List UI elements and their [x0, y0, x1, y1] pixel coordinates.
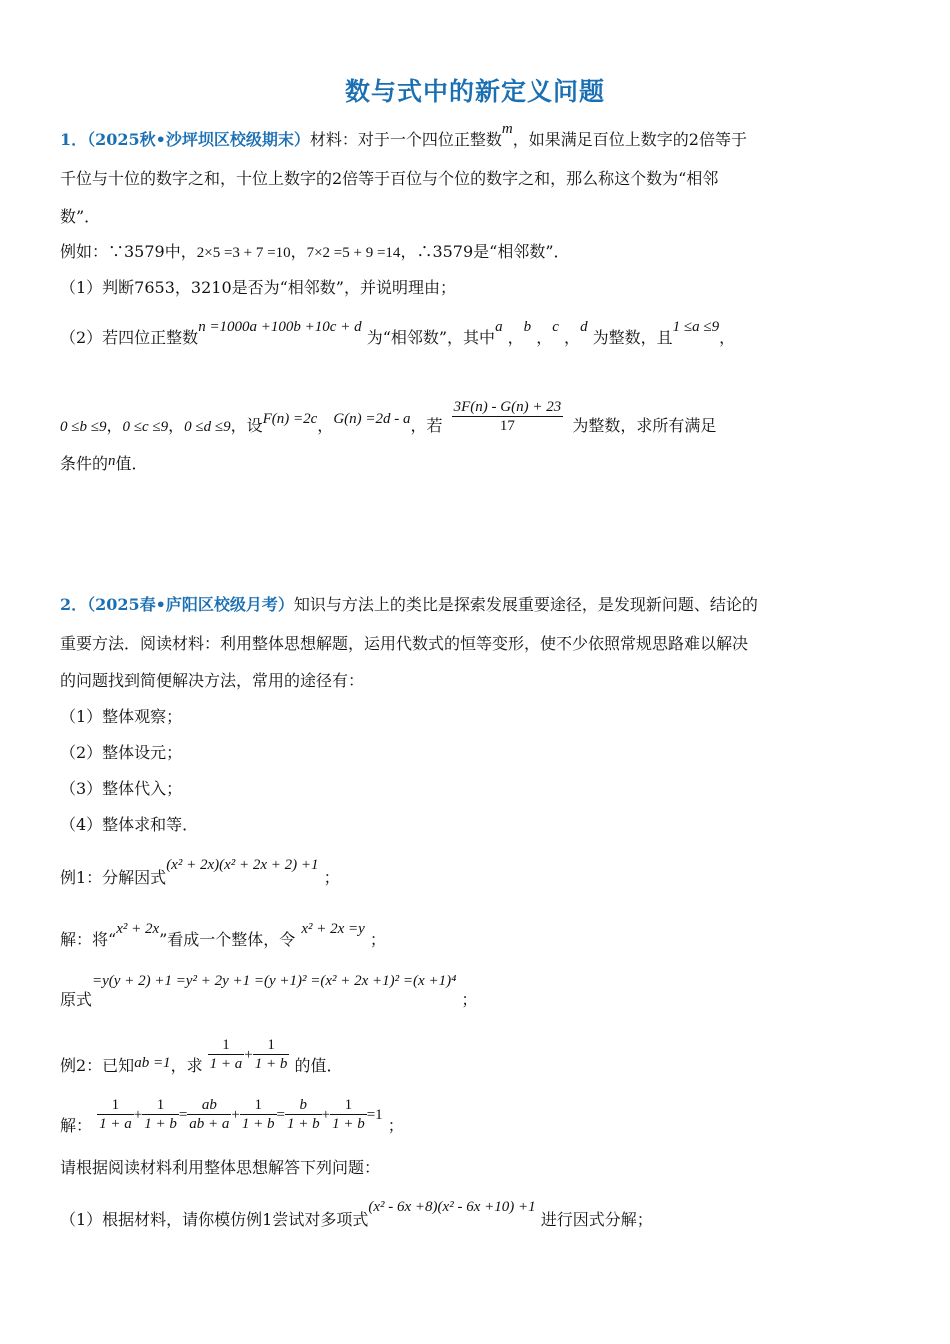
q1-part2-int: 为整数，且 [592, 328, 673, 347]
q1-F-def: F(n) =2c [262, 411, 318, 427]
q1-example-prefix: 例如：∵3579中， [60, 242, 197, 261]
comma: ， [507, 328, 524, 347]
equals: = [178, 1107, 188, 1123]
q2-number: 2． [60, 595, 88, 614]
frac-den: 1 + b [144, 1116, 177, 1132]
q1-frac-den: 17 [499, 418, 515, 434]
q1-part-2 [60, 319, 886, 351]
comma: ， [106, 416, 123, 435]
q1-example-eq1: 2×5 =3 + 7 =10 [196, 245, 291, 261]
fraction [187, 1096, 231, 1133]
q2-orig-label: 原式 [60, 990, 93, 1009]
q2-sol2-label: 解： [60, 1116, 93, 1135]
q2-ex2-a: 例2：已知 [60, 1056, 135, 1075]
page-title: 数与式中的新定义问题 [344, 77, 605, 106]
q1-part2-mid: 为“相邻数”，其中 [366, 328, 496, 347]
q2-ex2-frac-b [253, 1036, 290, 1073]
q1-text-1b: ，如果满足百位上数字的2倍等于 [512, 130, 747, 149]
plus: + [244, 1047, 253, 1063]
q2-ex1-label: 例1：分解因式 [60, 868, 167, 887]
frac-den: 1 + b [241, 1116, 275, 1132]
frac-num: 1 [208, 1036, 245, 1055]
q1-line-2: 千位与十位的数字之和，十位上数字的2倍等于百位与个位的数字之和，那么称这个数为“相邻 [60, 169, 719, 188]
q2-method-2: （2）整体设元； [60, 743, 183, 762]
frac-den: 1 + a [99, 1116, 132, 1132]
q2-prompt: 请根据阅读材料利用整体思想解答下列问题： [60, 1158, 381, 1177]
fraction [240, 1096, 277, 1133]
q1-part-1: （1）判断7653，3210是否为“相邻数”，并说明理由； [60, 278, 456, 297]
q2-example-2 [60, 1036, 886, 1084]
frac-num: 1 [330, 1096, 367, 1115]
q1-last-line [60, 452, 886, 477]
comma: ， [564, 328, 581, 347]
q1-last-end: 值． [115, 454, 148, 473]
fraction [285, 1096, 322, 1133]
semicolon: ； [461, 990, 478, 1009]
q1-part2-eq: n =1000a +100b +10c + d [198, 319, 362, 335]
q2-solution-1 [60, 921, 886, 953]
q1-part-2-cont [60, 398, 886, 448]
q2-line-1 [60, 593, 886, 617]
q1-var-m: m [501, 121, 513, 137]
q1-fraction [452, 398, 564, 435]
q1-var-b: b [523, 319, 532, 335]
q1-example [60, 240, 886, 265]
q2-method-1: （1）整体观察； [60, 707, 183, 726]
frac-num: 1 [240, 1096, 277, 1115]
q1-set: ，设 [230, 416, 263, 435]
q1-line-3: 数”． [60, 207, 101, 226]
q2-p1-b: 进行因式分解； [540, 1210, 653, 1229]
q2-ex2-b: ，求 [170, 1056, 203, 1075]
q2-example-1 [60, 857, 886, 891]
q1-cond-d: 0 ≤d ≤9 [184, 419, 231, 435]
q2-ex2-cond: ab =1 [134, 1055, 171, 1071]
frac-num: b [285, 1096, 322, 1115]
fraction [330, 1096, 367, 1133]
q1-number: 1． [60, 130, 88, 149]
q2-solution-2 [60, 1096, 886, 1144]
q1-example-suffix: ，∴3579是“相邻数”． [400, 242, 570, 261]
comma: ， [719, 328, 736, 347]
fraction [142, 1096, 179, 1133]
comma: ， [536, 328, 553, 347]
q1-line-1 [60, 121, 886, 153]
semicolon: ； [369, 930, 386, 949]
q2-line-2: 重要方法．阅读材料：利用整体思想解题，运用代数式的恒等变形，使不少依照常规思路难以解决 [60, 634, 749, 653]
q1-text-1: 材料：对于一个四位正整数 [309, 130, 502, 149]
frac-den: 1 + b [254, 1056, 288, 1072]
semicolon: ； [387, 1116, 404, 1135]
q2-p1-expr: (x² - 6x +8)(x² - 6x +10) +1 [368, 1199, 536, 1215]
q1-tail: 为整数，求所有满足 [572, 416, 717, 435]
frac-den: 1 + b [286, 1116, 320, 1132]
q1-frac-num: 3F(n) - G(n) + 23 [453, 399, 562, 415]
q2-method-3: （3）整体代入； [60, 779, 183, 798]
q2-method-4: （4）整体求和等． [60, 815, 199, 834]
equals-one: =1 [366, 1107, 383, 1123]
frac-num: 1 [97, 1096, 134, 1115]
q1-example-eq2: 7×2 =5 + 9 =14 [306, 245, 401, 261]
q2-p1-a: （1）根据材料，请你模仿例1尝试对多项式 [60, 1210, 369, 1229]
plus: + [231, 1107, 240, 1123]
q2-ex2-end: 的值． [294, 1056, 343, 1075]
q1-var-d: d [580, 319, 588, 335]
comma: ， [168, 416, 185, 435]
q1-var-n: n [108, 453, 116, 469]
q1-cond-c: 0 ≤c ≤9 [122, 419, 169, 435]
frac-num: ab [187, 1096, 231, 1115]
equals: = [276, 1107, 285, 1123]
comma: ， [317, 416, 334, 435]
q1-source: （2025秋•沙坪坝区校级期末） [87, 130, 310, 149]
q2-ex2-frac-a [208, 1036, 245, 1073]
frac-den: 1 + a [209, 1056, 243, 1072]
q2-sol1-a: 解：将“ [60, 930, 117, 949]
semicolon: ； [323, 868, 340, 887]
q1-if: ，若 [410, 416, 443, 435]
q2-original-expr [60, 973, 886, 1013]
q2-sol1-expr: x² + 2x [116, 921, 160, 937]
q1-example-sep: ， [290, 242, 307, 261]
q1-cond-a: 1 ≤a ≤9 [672, 319, 720, 335]
q2-line-3: 的问题找到简便解决方法，常用的途径有： [60, 671, 365, 690]
q1-var-a: a [495, 319, 503, 335]
q2-text-1: 知识与方法上的类比是探索发展重要途径，是发现新问题、结论的 [293, 595, 758, 614]
q1-last: 条件的 [60, 454, 109, 473]
plus: + [133, 1107, 143, 1123]
frac-den: 1 + b [332, 1116, 365, 1132]
q2-orig-expr: =y(y + 2) +1 =y² + 2y +1 =(y +1)² =(x² + 2x +1)² =(x +1)⁴ [92, 973, 457, 989]
q1-part2-prefix: （2）若四位正整数 [60, 328, 199, 347]
frac-den: ab + a [189, 1116, 230, 1132]
q2-part-1 [60, 1199, 886, 1233]
q2-ex1-expr: (x² + 2x)(x² + 2x + 2) +1 [166, 857, 319, 873]
fraction [97, 1096, 134, 1133]
plus: + [321, 1107, 331, 1123]
q2-source: （2025春•庐阳区校级月考） [87, 595, 294, 614]
frac-num: 1 [142, 1096, 179, 1115]
q2-sol1-b: ”看成一个整体，令 [159, 930, 296, 949]
q2-sol1-let: x² + 2x =y [301, 921, 365, 937]
q1-var-c: c [552, 319, 559, 335]
frac-num: 1 [253, 1036, 290, 1055]
q1-cond-b: 0 ≤b ≤9 [60, 419, 107, 435]
q1-G-def: G(n) =2d - a [333, 411, 411, 427]
